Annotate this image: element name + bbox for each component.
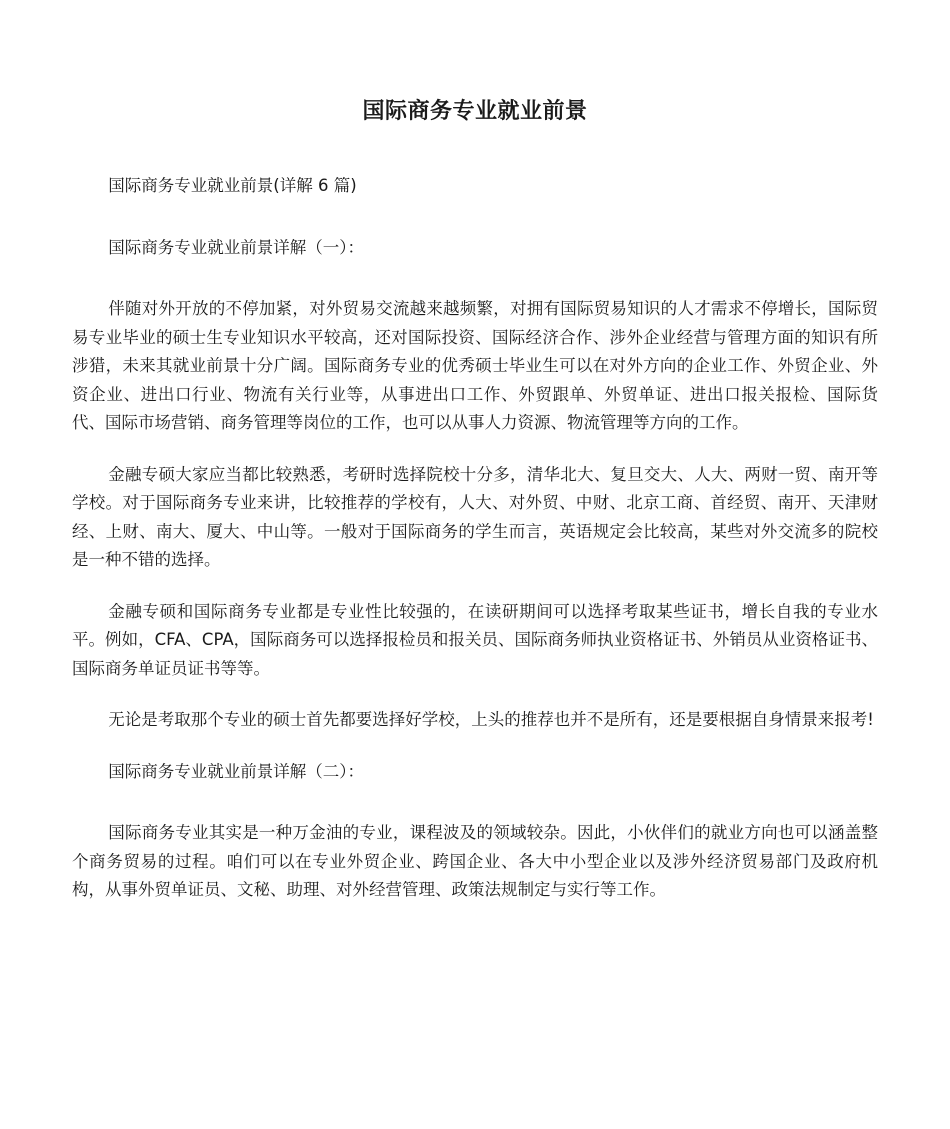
paragraph-1: 伴随对外开放的不停加紧，对外贸易交流越来越频繁，对拥有国际贸易知识的人才需求不停增长，国际贸易专业毕业的硕士生专业知识水平较高，还对国际投资、国际经济合作、涉外企业经营与管理方面的知识有所涉猎，未来其就业前景十分广阔。国际商务专业的优秀硕士毕业生可以在对外方向的企业工作、外贸企业、外资企业、进出口行业、物流有关行业等，从事进出口工作、外贸跟单、外贸单证、进出口报关报检、国际货代、国际市场营销、商务管理等岗位的工作，也可以从事人力资源、物流管理等方向的工作。 bbox=[72, 299, 878, 432]
paragraph-5: 国际商务专业其实是一种万金油的专业，课程波及的领域较杂。因此，小伙伴们的就业方向也可以涵盖整个商务贸易的过程。咱们可以在专业外贸企业、跨国企业、各大中小型企业以及涉外经济贸易部门及政府机构，从事外贸单证员、文秘、助理、对外经营管理、政策法规制定与实行等工作。 bbox=[72, 823, 878, 899]
paragraph-4: 无论是考取那个专业的硕士首先都要选择好学校，上头的推荐也并不是所有，还是要根据自身情景来报考! bbox=[108, 710, 874, 729]
paragraph-3: 金融专硕和国际商务专业都是专业性比较强的，在读研期间可以选择考取某些证书，增长自我的专业水平。例如，CFA、CPA，国际商务可以选择报检员和报关员、国际商务师执业资格证书、外销员从业资格证书、国际商务单证员证书等等。 bbox=[72, 601, 878, 678]
paragraph-2: 金融专硕大家应当都比较熟悉，考研时选择院校十分多，清华北大、复旦交大、人大、两财一贸、南开等学校。对于国际商务专业来讲，比较推荐的学校有，人大、对外贸、中财、北京工商、首经贸、南开、天津财经、上财、南大、厦大、中山等。一般对于国际商务的学生而言，英语规定会比较高，某些对外交流多的院校是一种不错的选择。 bbox=[72, 464, 878, 569]
section-heading-1: 国际商务专业就业前景详解（一）： bbox=[108, 237, 365, 257]
document-title: 国际商务专业就业前景 bbox=[362, 99, 588, 124]
document-subtitle: 国际商务专业就业前景(详解 6 篇) bbox=[108, 176, 357, 195]
section-heading-2: 国际商务专业就业前景详解（二）： bbox=[108, 761, 365, 781]
